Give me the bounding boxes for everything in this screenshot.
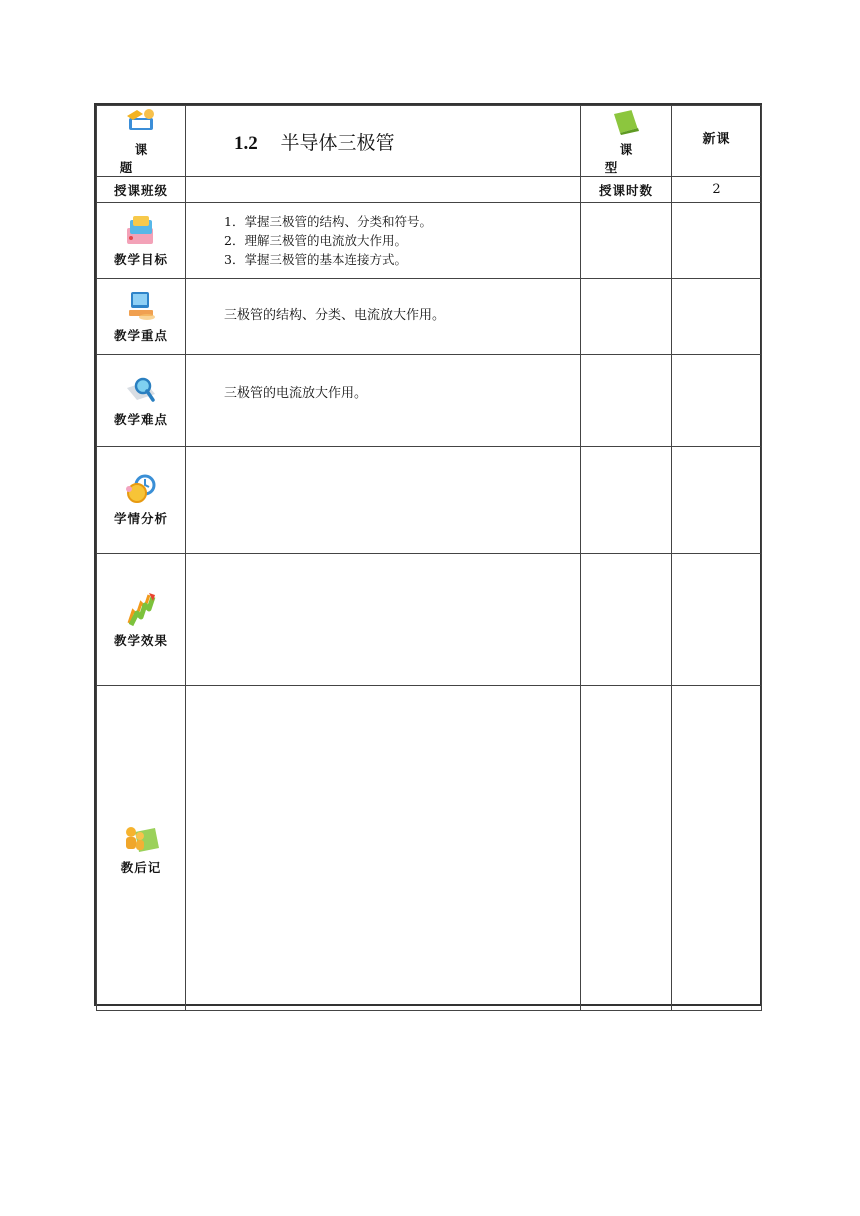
hours-value: 2 (672, 177, 762, 203)
effect-content (186, 554, 581, 686)
class-value (186, 177, 581, 203)
goal-line: 1．掌握三极管的结构、分类和符号。 (224, 214, 432, 229)
section-row-analysis (97, 447, 762, 554)
clock-icon (123, 473, 159, 505)
type-label: 课 型 (604, 142, 705, 175)
section-row-effect (97, 554, 762, 686)
section-row-key-points (97, 279, 762, 355)
goal-line: 3．掌握三极管的基本连接方式。 (224, 252, 407, 267)
empty-cell (672, 355, 762, 447)
analysis-label-cell (97, 447, 186, 554)
difficulties-label: 教学难点 (113, 411, 168, 427)
green-book-icon (608, 106, 644, 136)
books-icon (123, 214, 159, 246)
analysis-content (186, 447, 581, 554)
section-row-postscript (97, 686, 762, 1011)
postscript-label-cell (97, 686, 186, 1011)
class-row (97, 177, 762, 203)
empty-cell (581, 447, 672, 554)
postscript-label: 教后记 (120, 860, 162, 875)
lesson-number: 1.2 (234, 132, 258, 154)
lesson-title: 半导体三极管 (280, 131, 395, 154)
empty-cell (581, 686, 672, 1011)
empty-cell (581, 203, 672, 279)
people-book-icon (121, 820, 161, 854)
section-row-difficulties (97, 355, 762, 447)
goal-line: 2．理解三极管的电流放大作用。 (224, 233, 407, 248)
empty-cell (672, 279, 762, 355)
empty-cell (581, 279, 672, 355)
difficulties-label-cell (97, 355, 186, 447)
difficulties-content: 三极管的电流放大作用。 (186, 355, 581, 447)
empty-cell (672, 686, 762, 1011)
class-label: 授课班级 (97, 177, 186, 203)
goals-label-cell (97, 203, 186, 279)
effect-label: 教学效果 (113, 632, 168, 648)
key-points-label-cell (97, 279, 186, 355)
postscript-content (186, 686, 581, 1011)
empty-cell (581, 355, 672, 447)
goals-label: 教学目标 (113, 251, 168, 267)
effect-label-cell (97, 554, 186, 686)
empty-cell (672, 447, 762, 554)
key-points-label: 教学重点 (113, 327, 168, 343)
topic-label-cell (97, 106, 220, 177)
empty-cell (672, 554, 762, 686)
book-hand-icon (123, 106, 159, 136)
section-row-goals (97, 203, 762, 279)
magnifier-icon (123, 374, 159, 406)
empty-cell (672, 203, 762, 279)
lesson-title-cell (186, 106, 581, 177)
type-label-cell (581, 106, 705, 177)
empty-cell (581, 554, 672, 686)
type-value: 新课 (672, 106, 762, 177)
lesson-plan-table (96, 105, 762, 1011)
key-points-content: 三极管的结构、分类、电流放大作用。 (186, 279, 581, 355)
chart-arrow-icon (123, 591, 159, 627)
title-row (97, 106, 762, 177)
computer-icon (123, 290, 159, 322)
goals-content (186, 203, 581, 279)
topic-label: 课 题 (119, 142, 220, 175)
analysis-label: 学情分析 (113, 511, 168, 526)
hours-label: 授课时数 (581, 177, 672, 203)
